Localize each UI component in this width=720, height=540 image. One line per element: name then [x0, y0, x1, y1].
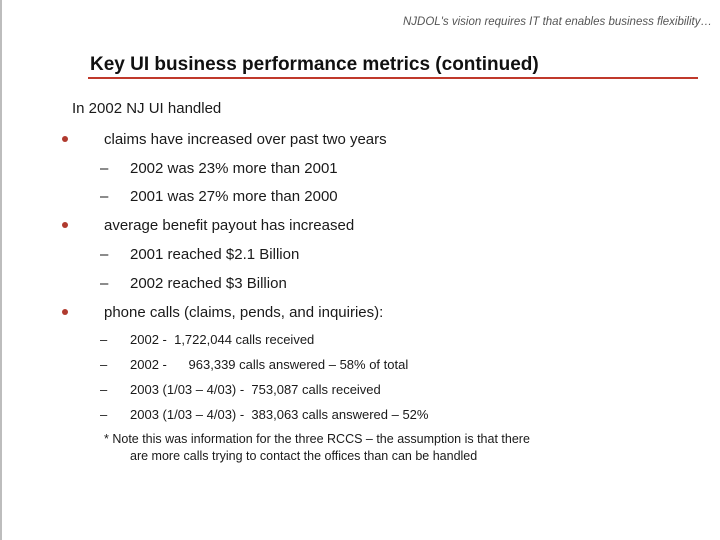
sub-item-text: 2001 reached $2.1 Billion [130, 246, 300, 263]
sub-item-text: 2002 - 1,722,044 calls received [130, 332, 315, 347]
bullet-text: claims have increased over past two years [104, 131, 387, 148]
dash-marker: – [100, 407, 108, 422]
footnote [104, 431, 530, 465]
sub-item-text: 2003 (1/03 – 4/03) - 753,087 calls received [130, 382, 381, 397]
footnote-line-2: are more calls trying to contact the offices than can be handled [130, 449, 478, 463]
bullet-text: phone calls (claims, pends, and inquiries): [104, 304, 384, 321]
intro-text: In 2002 NJ UI handled [72, 100, 222, 117]
slide-title: Key UI business performance metrics (continued) [90, 54, 539, 75]
bullet-text: average benefit payout has increased [104, 217, 355, 234]
dash-marker: – [100, 275, 109, 292]
sub-item-text: 2003 (1/03 – 4/03) - 383,063 calls answered – 52% [130, 407, 429, 422]
bullet-dot-icon [62, 309, 68, 315]
dash-marker: – [100, 246, 109, 263]
sub-item-text: 2001 was 27% more than 2000 [130, 188, 338, 205]
dash-marker: – [100, 332, 108, 347]
sub-item-text: 2002 reached $3 Billion [130, 275, 287, 292]
dash-marker: – [100, 357, 108, 372]
title-underline [88, 77, 698, 79]
header-tagline: NJDOL's vision requires IT that enables business flexibility… [403, 16, 712, 28]
dash-marker: – [100, 188, 109, 205]
dash-marker: – [100, 160, 109, 177]
bullet-dot-icon [62, 136, 68, 142]
footnote-line-1: * Note this was information for the three RCCS – the assumption is that there [104, 432, 530, 446]
slide-left-border [0, 0, 2, 540]
bullet-dot-icon [62, 222, 68, 228]
dash-marker: – [100, 382, 108, 397]
sub-item-text: 2002 - 963,339 calls answered – 58% of total [130, 357, 409, 372]
sub-item-text: 2002 was 23% more than 2001 [130, 160, 338, 177]
